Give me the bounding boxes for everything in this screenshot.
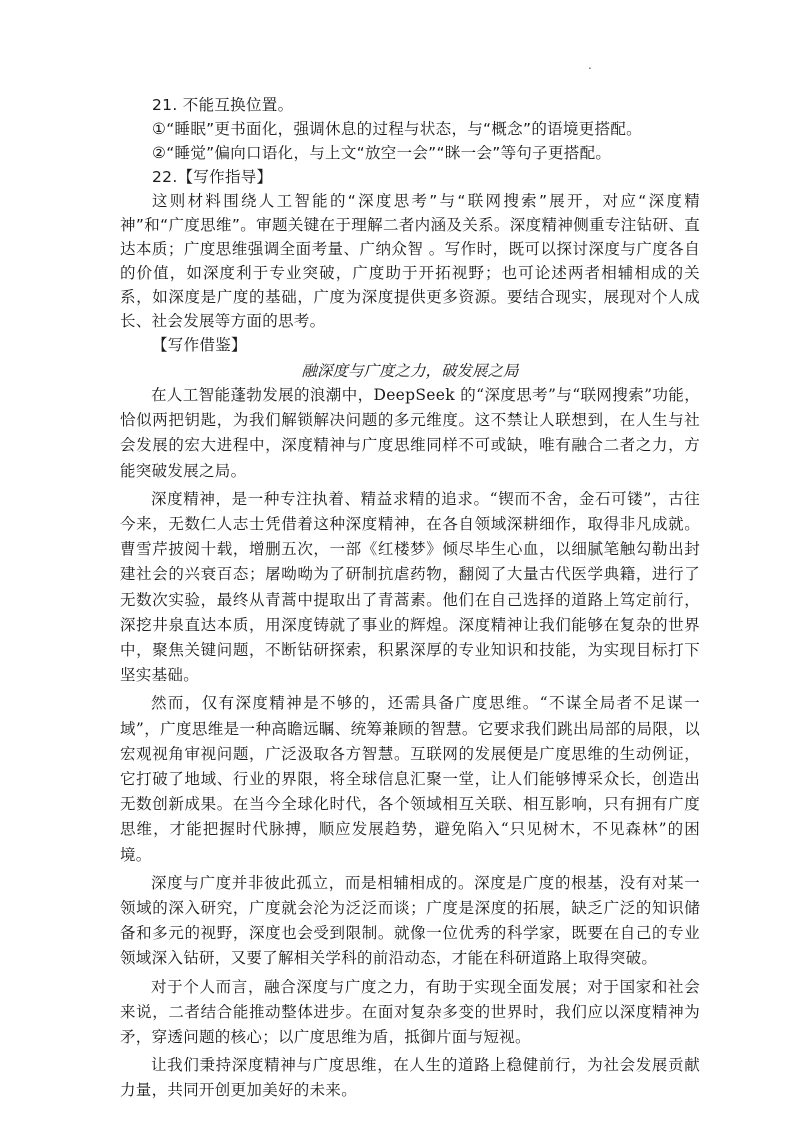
- essay-paragraph: 在人工智能蓬勃发展的浪潮中，DeepSeek 的“深度思考”与“联网搜索”功能，恰似两把钥匙，为我们解锁解决问题的多元维度。这不禁让人联想到，在人生与社会发展的宏大进程中，深度精神与广度思维同样不可或缺，唯有融合二者之力，方能突破发展之局。: [120, 386, 700, 480]
- answer-21-heading: 21. 不能互换位置。: [152, 96, 294, 114]
- essay-paragraph: 让我们秉持深度精神与广度思维，在人生的道路上稳健前行，为社会发展贡献力量，共同开创更加美好的未来。: [120, 1056, 700, 1100]
- answer-21-point-1: ①“睡眠”更书面化，强调休息的过程与状态，与“概念”的语境更搭配。: [152, 120, 642, 138]
- document-content: [120, 93, 700, 1104]
- answer-22-heading: 22.【写作指导】: [152, 168, 273, 186]
- essay-paragraph: 深度精神，是一种专注执着、精益求精的追求。“锲而不舍，金石可镂”，古往今来，无数仁人志士凭借着这种深度精神，在各自领域深耕细作，取得非凡成就。曹雪芹披阅十载，增删五次，一部《红楼梦》倾尽毕生心血，以细腻笔触勾勒出封建社会的兴衰百态；屠呦呦为了研制抗虐药物，翻阅了大量古代医学典籍，进行了无数次实验，最终从青蒿中提取出了青蒿素。他们在自己选择的道路上笃定前行，深挖井泉直达本质，用深度铸就了事业的辉煌。深度精神让我们能够在复杂的世界中，聚焦关键问题，不断钻研探索，积累深厚的专业知识和技能，为实现目标打下坚实基础。: [120, 489, 700, 685]
- essay-paragraph: 对于个人而言，融合深度与广度之力，有助于实现全面发展；对于国家和社会来说，二者结合能推动整体进步。在面对复杂多变的世界时，我们应以深度精神为矛，穿透问题的核心；以广度思维为盾，抵御片面与短视。: [120, 977, 700, 1047]
- writing-guide-paragraph: 这则材料围绕人工智能的“深度思考”与“联网搜索”展开，对应“深度精神”和“广度思维”。审题关键在于理解二者内涵及关系。深度精神侧重专注钻研、直达本质；广度思维强调全面考量、广纳众智 。写作时，既可以探讨深度与广度各自的价值，如深度利于专业突破，广度助于开拓视野；也可论述两者相辅相成的关系，如深度是广度的基础，广度为深度提供更多资源。要结合现实，展现对个人成长、社会发展等方面的思考。: [120, 192, 700, 330]
- essay-paragraph: 深度与广度并非彼此孤立，而是相辅相成的。深度是广度的根基，没有对某一领域的深入研究，广度就会沦为泛泛而谈；广度是深度的拓展，缺乏广泛的知识储备和多元的视野，深度也会受到限制。就像一位优秀的科学家，既要在自己的专业领域深入钻研，又要了解相关学科的前沿动态，才能在科研道路上取得突破。: [120, 873, 700, 968]
- essay-paragraph: 然而，仅有深度精神是不够的，还需具备广度思维。“不谋全局者不足谋一域”，广度思维是一种高瞻远瞩、统筹兼顾的智慧。它要求我们跳出局部的局限，以宏观视角审视问题，广泛汲取各方智慧。互联网的发展便是广度思维的生动例证，它打破了地域、行业的界限，将全球信息汇聚一堂，让人们能够博采众长，创造出无数创新成果。在当今全球化时代，各个领域相互关联、相互影响，只有拥有广度思维，才能把握时代脉搏，顺应发展趋势，避免陷入“只见树木，不见森林”的困境。: [120, 694, 700, 864]
- writing-reference-heading: 【写作借鉴】: [152, 336, 247, 354]
- essay-title: 融深度与广度之力，破发展之局: [301, 362, 519, 380]
- answer-21-point-2: ②“睡觉”偏向口语化，与上文“放空一会”“眯一会”等句子更搭配。: [152, 144, 612, 162]
- answer-21-section: [120, 93, 700, 165]
- answer-22-section: [120, 165, 700, 357]
- corner-mark: .: [588, 58, 592, 72]
- essay-body: [120, 383, 700, 1104]
